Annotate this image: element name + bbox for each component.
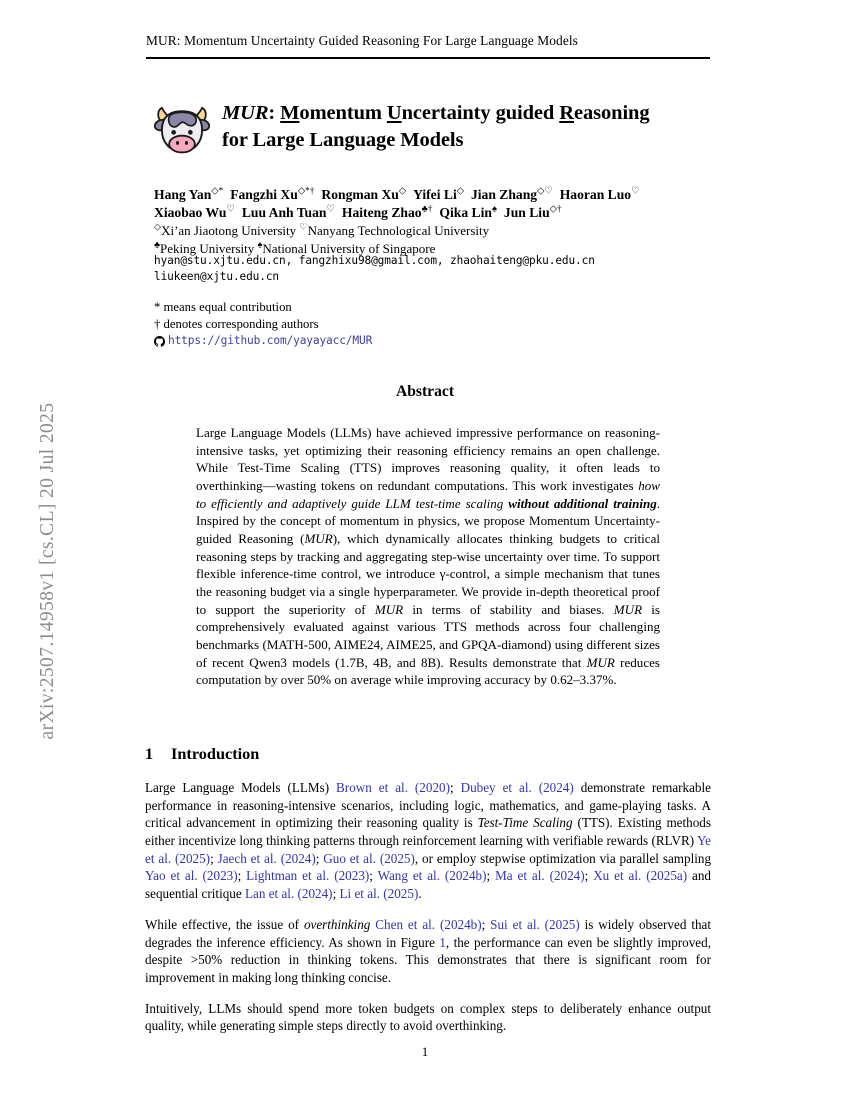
author-9 — [439, 205, 497, 220]
abstract-italic-3: MUR — [374, 601, 404, 617]
title-ncertainty: ncertainty guided — [401, 102, 560, 124]
affiliation-1-mark: ♡ — [299, 222, 308, 232]
arxiv-stamp: arXiv:2507.14958v1 [cs.CL] 20 Jul 2025 — [37, 402, 58, 740]
affiliation-0-mark: ◇ — [154, 222, 162, 232]
author-7 — [242, 205, 335, 220]
p1-seg-b: ; — [449, 780, 461, 795]
p2-seg-d: is widely observed that degrades the inference efficiency. As shown in Figure — [145, 916, 712, 950]
author-9-marks: ♠ — [491, 204, 497, 215]
affiliation-3-name: National University of Singapore — [262, 241, 436, 257]
author-list — [154, 185, 708, 222]
author-9-name: Qika Lin — [439, 205, 492, 221]
author-2 — [321, 187, 406, 202]
page-number: 1 — [421, 1044, 429, 1059]
author-5-name: Haoran Luo — [559, 186, 632, 202]
paragraph-2 — [145, 916, 711, 987]
p1-seg-c: demonstrate remarkable performance in reasoning-intensive scenarios, including logic, mathematics, and game-playing tasks. A critical advancement in optimizing their reasoning quality is — [145, 780, 711, 831]
citation-dubey-2024[interactable]: Dubey et al. (2024) — [460, 780, 574, 795]
abstract-seg-1: Large Language Models (LLMs) have achieved impressive performance on reasoning-intensive tasks, yet optimizing their reasoning efficiency remains an open challenge. While Test-Time Scaling (TTS) improves reasoning quality, it often leads to overthinking—wasting tokens on redundant computations. This work investigates — [196, 425, 660, 494]
title-m: M — [280, 102, 300, 124]
author-10-marks: ◇† — [549, 204, 562, 215]
github-icon — [154, 336, 165, 347]
abstract-italic-1: how to efficiently and adaptively guide LLM test-time scaling — [196, 478, 660, 511]
p1-italic-test-time-scaling: Test-Time Scaling — [477, 815, 573, 831]
header-rule — [146, 57, 710, 59]
author-5-marks: ♡ — [631, 186, 640, 196]
author-10 — [504, 205, 562, 220]
affiliation-2-mark: ♣ — [154, 239, 161, 250]
p1-seg-f: ; — [315, 850, 324, 866]
citation-ma-2024[interactable]: Ma et al. (2024) — [495, 868, 585, 884]
paragraph-1 — [145, 779, 711, 903]
paragraph-3: Intuitively, LLMs should spend more token budgets on complex steps to deliberately enhance output quality, while generating simple steps directly to avoid overthinking. — [145, 1000, 711, 1034]
citation-lan-2024[interactable]: Lan et al. (2024) — [244, 886, 333, 902]
author-4-marks: ◇♡ — [537, 186, 553, 196]
title-line2: for Large Language Models — [222, 129, 464, 152]
body-text — [145, 779, 711, 1035]
citation-lightman-2023[interactable]: Lightman et al. (2023) — [246, 868, 370, 884]
p1-seg-d: (TTS). Existing methods either incentivize long thinking patterns through reinforcement learning with verifiable rewards (RLVR) — [145, 815, 711, 849]
author-5 — [560, 187, 640, 202]
abstract-seg-5: is comprehensively evaluated against various TTS methods across four challenging benchmarks (MATH-500, AIME24, AIME25, and GPQA-diamond) using different sizes of recent Qwen3 models (1.7B, 4B, and 8B). Results demonstrate that — [196, 601, 661, 670]
author-1-marks: ◇*† — [297, 186, 315, 196]
affiliation-1-name: Nanyang Technological University — [307, 223, 490, 239]
affiliation-2-name: Peking University — [160, 241, 255, 257]
p1-seg-g: , or employ stepwise optimization via parallel sampling — [414, 850, 712, 866]
cow-face-emoji-icon — [154, 100, 210, 158]
email-line-1: liukeen@xjtu.edu.cn — [154, 269, 280, 283]
abstract-seg-4: in terms of stability and biases. — [403, 601, 614, 617]
p1-seg-a: Large Language Models (LLMs) — [145, 780, 337, 795]
email-line-0: hyan@stu.xjtu.edu.cn, fangzhixu98@gmail.com, zhaohaiteng@pku.edu.cn — [154, 254, 595, 267]
p1-seg-h: ; — [237, 868, 247, 884]
author-2-name: Rongman Xu — [321, 186, 399, 202]
figure-reference-1[interactable]: 1 — [439, 934, 446, 950]
paper-page — [140, 0, 710, 1100]
affiliation-1 — [299, 223, 489, 238]
section-heading-introduction — [145, 744, 259, 764]
contact-emails — [154, 253, 710, 285]
p2-seg-e: , the performance can even be slightly improved, despite >50% reduction in thinking tokens. This demonstrates that there is significant room for improvement in making long thinking concise. — [145, 934, 711, 985]
citation-wang-2024b[interactable]: Wang et al. (2024b) — [377, 868, 487, 884]
p1-seg-i: ; — [369, 868, 378, 884]
github-url[interactable]: https://github.com/yayayacc/MUR — [168, 333, 373, 347]
author-6 — [154, 205, 235, 220]
citation-xu-2025a[interactable]: Xu et al. (2025a) — [593, 868, 688, 884]
title-mur: MUR — [222, 102, 269, 124]
author-notes — [154, 299, 710, 349]
citation-ye-2025[interactable]: Ye et al. (2025) — [145, 833, 711, 866]
abstract-seg-6: reduces computation by over 50% on average while improving accuracy by 0.62–3.37%. — [196, 654, 660, 688]
p1-seg-j: ; — [486, 868, 496, 884]
abstract-seg-3: ), which dynamically allocates thinking budgets to critical reasoning steps by tracking and aggregating step-wise uncertainty over time. To support flexible inference-time control, we introduce γ-control, a simple mechanism that tunes the reasoning budget via a single hyperparameter. We provide in-depth theoretical proof to support the superiority of — [196, 531, 660, 617]
p2-italic-overthinking: overthinking — [303, 916, 371, 932]
title-colon: : — [268, 102, 281, 124]
author-0-name: Hang Yan — [154, 186, 212, 202]
abstract-bolditalic-1: without additional training — [508, 495, 657, 511]
footnote-equal-contribution: * means equal contribution — [154, 300, 292, 314]
author-0-marks: ◇* — [211, 186, 224, 196]
title-u: U — [386, 102, 402, 124]
author-1 — [230, 187, 314, 202]
citation-chen-2024b[interactable]: Chen et al. (2024b) — [375, 916, 482, 932]
author-6-name: Xiaobao Wu — [154, 205, 227, 221]
p1-seg-k: ; — [584, 868, 594, 884]
section-number: 1 — [145, 744, 154, 763]
footnote-corresponding-authors: † denotes corresponding authors — [154, 316, 319, 331]
abstract-italic-5: MUR — [586, 654, 615, 670]
author-1-name: Fangzhi Xu — [230, 186, 298, 202]
author-3 — [413, 187, 464, 202]
abstract-heading: Abstract — [395, 383, 455, 400]
abstract-italic-2: MUR — [304, 531, 333, 547]
author-7-name: Luu Anh Tuan — [241, 205, 327, 221]
p2-seg-a: While effective, the issue of — [145, 916, 304, 932]
author-4-name: Jian Zhang — [470, 186, 538, 202]
affiliation-0-name: Xi’an Jiaotong University — [161, 223, 297, 239]
section-title: Introduction — [171, 744, 260, 763]
github-link-row[interactable] — [154, 334, 710, 349]
affiliation-0 — [154, 223, 296, 238]
author-3-marks: ◇ — [456, 186, 464, 196]
author-6-marks: ♡ — [226, 204, 235, 215]
title-easoning: easoning — [573, 102, 650, 124]
author-8-marks: ♣† — [421, 204, 433, 215]
citation-guo-2025[interactable]: Guo et al. (2025) — [323, 850, 415, 866]
citation-yao-2023[interactable]: Yao et al. (2023) — [145, 868, 238, 884]
affiliation-3-mark: ♠ — [257, 239, 263, 250]
p1-seg-n: . — [418, 886, 422, 902]
p1-seg-e: ; — [210, 850, 218, 866]
page-title — [222, 96, 650, 155]
title-block — [154, 96, 710, 158]
p1-seg-l: and sequential critique — [145, 868, 711, 902]
author-4 — [471, 187, 553, 202]
author-8 — [342, 205, 433, 220]
author-10-name: Jun Liu — [503, 205, 550, 221]
abstract-seg-2: . Inspired by the concept of momentum in physics, we propose Momentum Uncertainty-guided Reasoning ( — [196, 495, 660, 547]
running-header: MUR: Momentum Uncertainty Guided Reasoning For Large Language Models — [146, 33, 578, 48]
title-omentum: omentum — [299, 102, 387, 124]
p1-seg-m: ; — [332, 886, 340, 902]
author-8-name: Haiteng Zhao — [341, 205, 422, 221]
author-2-marks: ◇ — [398, 186, 407, 196]
p2-seg-c: ; — [481, 916, 491, 932]
title-r: R — [559, 102, 574, 124]
citation-li-2025[interactable]: Li et al. (2025) — [339, 886, 419, 902]
author-0 — [154, 187, 223, 202]
citation-sui-2025[interactable]: Sui et al. (2025) — [490, 916, 580, 932]
abstract-italic-4: MUR — [613, 601, 643, 617]
abstract-body — [196, 424, 660, 689]
author-3-name: Yifei Li — [413, 186, 457, 202]
citation-jaech-2024[interactable]: Jaech et al. (2024) — [217, 850, 316, 866]
author-7-marks: ♡ — [326, 204, 335, 215]
citation-brown-2020[interactable]: Brown et al. (2020) — [336, 780, 450, 795]
